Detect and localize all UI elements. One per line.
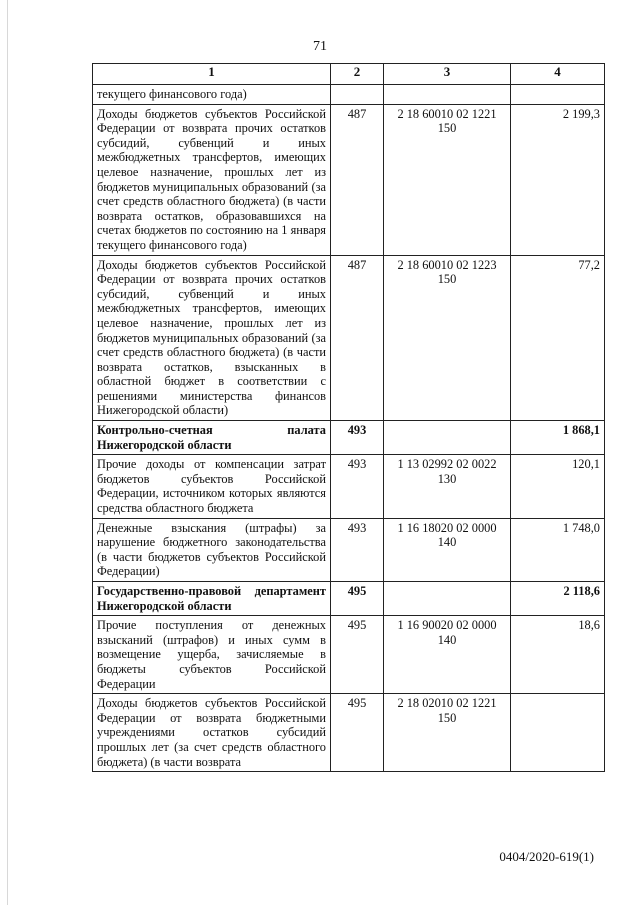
row-chapter [331, 85, 384, 105]
header-col-2: 2 [331, 64, 384, 85]
row-description: Доходы бюджетов субъектов Российской Федерации от возврата прочих остатков субсидий, субвенций и иных межбюджетных трансфертов, имеющих целевое назначение, прошлых лет из бюджетов муниципальных образований (за счет средств областного бюджета) (в части возврата остатков, образовавшихся на счетах бюджетов по состоянию на 1 января текущего финансового года) [93, 104, 331, 255]
section-title: Контрольно-счетная палата Нижегородской области [93, 421, 331, 455]
row-description: Денежные взыскания (штрафы) за нарушение бюджетного законодательства (в части бюджетов субъектов Российской Федерации) [93, 518, 331, 581]
row-amount: 18,6 [511, 616, 605, 694]
section-title: Государственно-правовой департамент Нижегородской области [93, 582, 331, 616]
table-row [93, 255, 605, 421]
row-code: 1 13 02992 02 0022 130 [384, 455, 511, 518]
row-description: текущего финансового года) [93, 85, 331, 105]
row-code [384, 421, 511, 455]
scan-edge [7, 0, 8, 905]
row-chapter: 495 [331, 582, 384, 616]
row-code: 2 18 02010 02 1221 150 [384, 694, 511, 772]
table-row [93, 518, 605, 581]
row-chapter: 487 [331, 104, 384, 255]
row-chapter: 487 [331, 255, 384, 421]
table-row [93, 455, 605, 518]
table-row-section [93, 421, 605, 455]
row-code [384, 582, 511, 616]
header-col-1: 1 [93, 64, 331, 85]
page-number: 71 [313, 39, 327, 54]
row-amount: 1 748,0 [511, 518, 605, 581]
table-row [93, 694, 605, 772]
table-row [93, 104, 605, 255]
section-total: 1 868,1 [511, 421, 605, 455]
budget-table [92, 63, 605, 772]
row-code: 2 18 60010 02 1223 150 [384, 255, 511, 421]
table-header-row [93, 64, 605, 85]
row-description: Доходы бюджетов субъектов Российской Федерации от возврата бюджетными учреждениями остатков субсидий прошлых лет (за счет средств областного бюджета) (в части возврата [93, 694, 331, 772]
row-amount: 2 199,3 [511, 104, 605, 255]
header-col-4: 4 [511, 64, 605, 85]
row-code [384, 85, 511, 105]
row-amount [511, 85, 605, 105]
row-chapter: 493 [331, 455, 384, 518]
table-row-section [93, 582, 605, 616]
row-amount [511, 694, 605, 772]
header-col-3: 3 [384, 64, 511, 85]
row-amount: 120,1 [511, 455, 605, 518]
table-row [93, 616, 605, 694]
row-chapter: 495 [331, 694, 384, 772]
row-description: Доходы бюджетов субъектов Российской Федерации от возврата прочих остатков субсидий, субвенций и иных межбюджетных трансфертов, имеющих целевое назначение, прошлых лет из бюджетов муниципальных образований (за счет средств областного бюджета) (в части возврата остатков, взысканных в областной бюджет в соответствии с решениями министерства финансов Нижегородской области) [93, 255, 331, 421]
row-chapter: 493 [331, 421, 384, 455]
row-description: Прочие доходы от компенсации затрат бюджетов субъектов Российской Федерации, источником которых являются средства областного бюджета [93, 455, 331, 518]
row-amount: 77,2 [511, 255, 605, 421]
row-code: 1 16 90020 02 0000 140 [384, 616, 511, 694]
row-description: Прочие поступления от денежных взысканий (штрафов) и иных сумм в возмещение ущерба, зачисляемые в бюджеты субъектов Российской Федерации [93, 616, 331, 694]
row-chapter: 493 [331, 518, 384, 581]
table-row [93, 85, 605, 105]
section-total: 2 118,6 [511, 582, 605, 616]
row-chapter: 495 [331, 616, 384, 694]
row-code: 2 18 60010 02 1221 150 [384, 104, 511, 255]
document-code: 0404/2020-619(1) [499, 849, 594, 864]
row-code: 1 16 18020 02 0000 140 [384, 518, 511, 581]
